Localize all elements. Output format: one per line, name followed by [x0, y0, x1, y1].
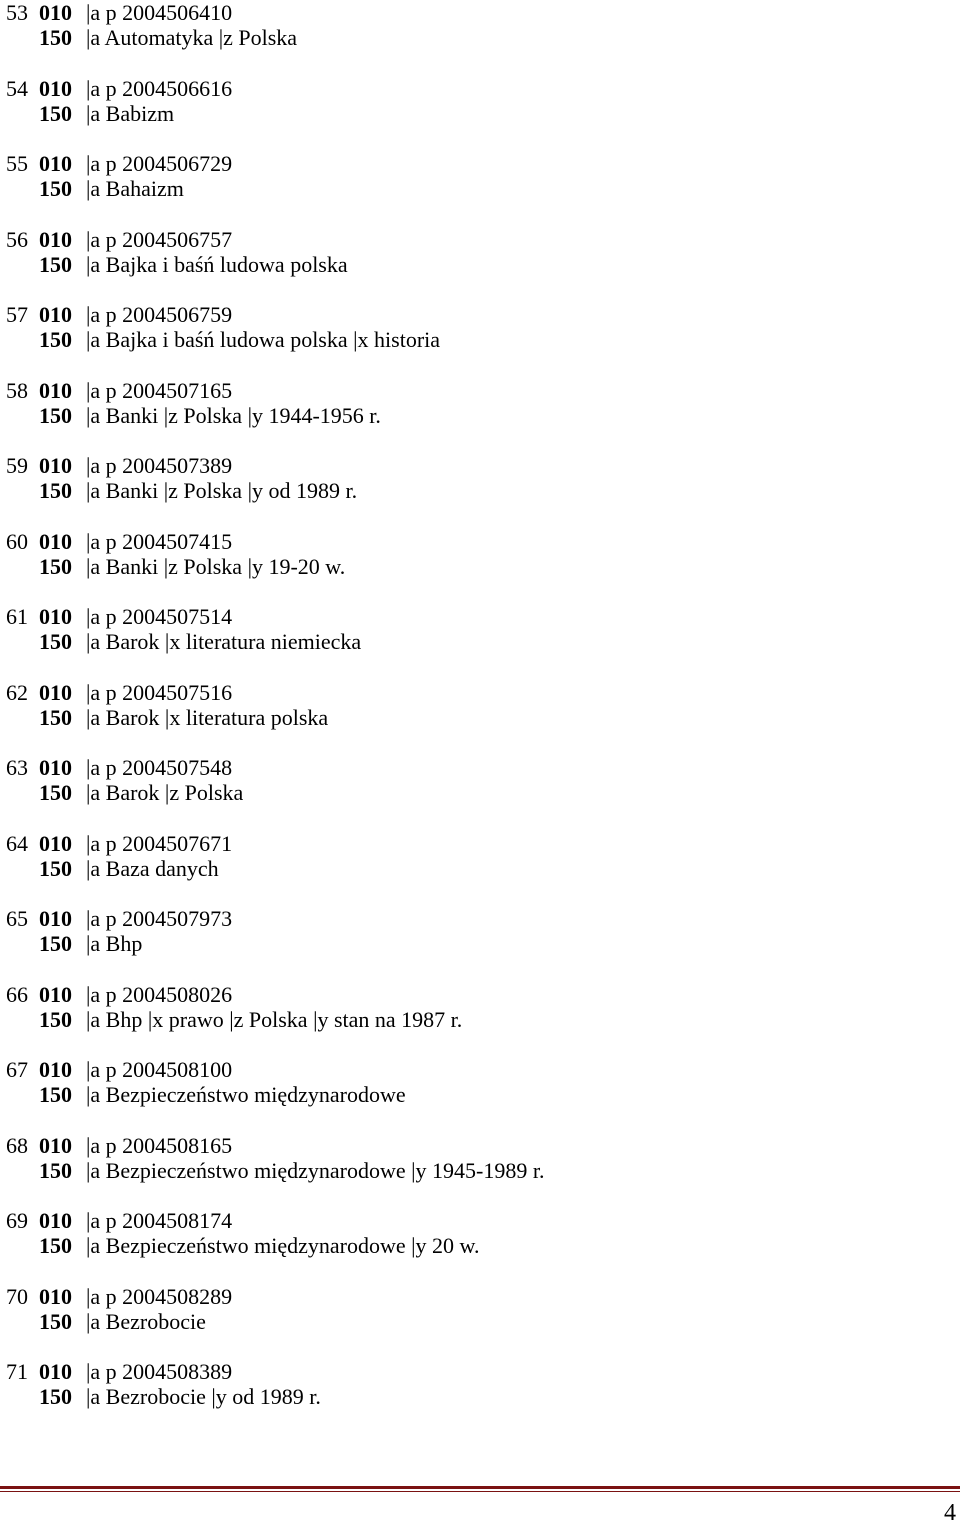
field-content-150: |a Bezrobocie [86, 1308, 206, 1334]
record-number: 60 [6, 528, 28, 554]
record-entry [0, 755, 960, 807]
record-number: 53 [6, 0, 28, 25]
field-content-010: |a p 2004508026 [86, 981, 233, 1007]
field-tag-150: 150 [39, 553, 72, 579]
field-content-010: |a p 2004507165 [86, 377, 233, 403]
field-tag-150: 150 [39, 855, 72, 881]
record-entry [0, 906, 960, 958]
record-number: 62 [6, 679, 28, 705]
field-content-150: |a Barok |x literatura polska [86, 704, 329, 730]
field-content-150: |a Banki |z Polska |y 19-20 w. [86, 553, 346, 579]
field-tag-150: 150 [39, 1384, 72, 1409]
page-number: 4 [944, 1500, 956, 1526]
field-tag-150: 150 [39, 100, 72, 126]
field-content-150: |a Barok |z Polska [86, 780, 244, 805]
record-entry [0, 378, 960, 430]
field-tag-150: 150 [39, 327, 72, 352]
field-tag-150: 150 [39, 176, 72, 201]
record-number: 64 [6, 830, 28, 856]
field-tag-010: 010 [39, 981, 72, 1007]
field-tag-010: 010 [39, 1057, 72, 1082]
field-tag-010: 010 [39, 75, 72, 101]
footer-rule [0, 1486, 960, 1489]
field-content-010: |a p 2004508289 [86, 1283, 233, 1309]
field-content-010: |a p 2004507514 [86, 604, 233, 629]
field-tag-150: 150 [39, 629, 72, 654]
field-content-150: |a Banki |z Polska |y 1944-1956 r. [86, 402, 381, 428]
field-content-150: |a Bezpieczeństwo międzynarodowe |y 1945-1989 r. [86, 1157, 545, 1183]
field-tag-010: 010 [39, 604, 72, 629]
field-content-010: |a p 2004508165 [86, 1132, 233, 1158]
field-content-150: |a Automatyka |z Polska [86, 25, 298, 50]
record-number: 63 [6, 755, 28, 780]
field-tag-150: 150 [39, 1157, 72, 1183]
field-content-010: |a p 2004506729 [86, 151, 233, 176]
field-content-150: |a Bhp [86, 931, 143, 956]
field-tag-010: 010 [39, 377, 72, 403]
field-tag-150: 150 [39, 1233, 72, 1258]
record-entry [0, 302, 960, 354]
field-content-010: |a p 2004508389 [86, 1359, 233, 1384]
record-number: 54 [6, 75, 28, 101]
field-tag-010: 010 [39, 1359, 72, 1384]
field-tag-150: 150 [39, 251, 72, 277]
record-number: 61 [6, 604, 28, 629]
field-tag-010: 010 [39, 151, 72, 176]
record-entry [0, 1359, 960, 1411]
field-content-010: |a p 2004508174 [86, 1208, 233, 1233]
field-content-150: |a Bahaizm [86, 176, 184, 201]
field-content-150: |a Bezpieczeństwo międzynarodowe [86, 1082, 406, 1107]
field-tag-010: 010 [39, 1208, 72, 1233]
field-tag-010: 010 [39, 226, 72, 252]
field-content-150: |a Babizm [86, 100, 175, 126]
record-number: 57 [6, 302, 28, 327]
record-number: 70 [6, 1283, 28, 1309]
field-content-010: |a p 2004507671 [86, 830, 233, 856]
field-tag-010: 010 [39, 453, 72, 478]
record-number: 68 [6, 1132, 28, 1158]
field-content-010: |a p 2004507389 [86, 453, 233, 478]
field-content-010: |a p 2004506410 [86, 0, 233, 25]
field-content-150: |a Banki |z Polska |y od 1989 r. [86, 478, 358, 503]
record-number: 67 [6, 1057, 28, 1082]
field-tag-150: 150 [39, 1082, 72, 1107]
field-content-010: |a p 2004507415 [86, 528, 233, 554]
field-tag-010: 010 [39, 906, 72, 931]
record-entry [0, 1208, 960, 1260]
field-content-010: |a p 2004507973 [86, 906, 233, 931]
field-content-150: |a Bhp |x prawo |z Polska |y stan na 1987 r. [86, 1006, 463, 1032]
record-entry [0, 1133, 960, 1185]
field-content-150: |a Bezrobocie |y od 1989 r. [86, 1384, 321, 1409]
field-tag-010: 010 [39, 679, 72, 705]
field-content-150: |a Bajka i baśń ludowa polska [86, 251, 348, 277]
record-entry [0, 529, 960, 581]
field-tag-010: 010 [39, 528, 72, 554]
field-tag-010: 010 [39, 0, 72, 25]
record-entry [0, 0, 960, 52]
field-content-010: |a p 2004508100 [86, 1057, 233, 1082]
field-tag-150: 150 [39, 478, 72, 503]
field-tag-010: 010 [39, 1283, 72, 1309]
field-content-010: |a p 2004506616 [86, 75, 233, 101]
field-content-150: |a Bezpieczeństwo międzynarodowe |y 20 w. [86, 1233, 480, 1258]
record-entry [0, 604, 960, 656]
record-entry [0, 76, 960, 128]
field-tag-010: 010 [39, 302, 72, 327]
record-entry [0, 1057, 960, 1109]
record-entry [0, 151, 960, 203]
record-entry [0, 1284, 960, 1336]
record-number: 58 [6, 377, 28, 403]
record-number: 66 [6, 981, 28, 1007]
record-number: 69 [6, 1208, 28, 1233]
field-tag-010: 010 [39, 830, 72, 856]
field-content-010: |a p 2004507548 [86, 755, 233, 780]
record-number: 71 [6, 1359, 28, 1384]
record-number: 59 [6, 453, 28, 478]
field-content-010: |a p 2004506759 [86, 302, 233, 327]
field-tag-150: 150 [39, 931, 72, 956]
field-tag-010: 010 [39, 1132, 72, 1158]
record-entry [0, 831, 960, 883]
record-entry [0, 453, 960, 505]
field-content-150: |a Bajka i baśń ludowa polska |x historia [86, 327, 441, 352]
field-content-150: |a Baza danych [86, 855, 219, 881]
record-entry [0, 982, 960, 1034]
field-tag-010: 010 [39, 755, 72, 780]
field-content-150: |a Barok |x literatura niemiecka [86, 629, 362, 654]
record-number: 55 [6, 151, 28, 176]
record-number: 56 [6, 226, 28, 252]
record-number: 65 [6, 906, 28, 931]
record-entry [0, 680, 960, 732]
field-content-010: |a p 2004507516 [86, 679, 233, 705]
field-tag-150: 150 [39, 704, 72, 730]
field-tag-150: 150 [39, 780, 72, 805]
field-tag-150: 150 [39, 1308, 72, 1334]
field-tag-150: 150 [39, 25, 72, 50]
field-tag-150: 150 [39, 402, 72, 428]
footer-rule-thin [0, 1491, 960, 1492]
field-tag-150: 150 [39, 1006, 72, 1032]
record-entry [0, 227, 960, 279]
field-content-010: |a p 2004506757 [86, 226, 233, 252]
